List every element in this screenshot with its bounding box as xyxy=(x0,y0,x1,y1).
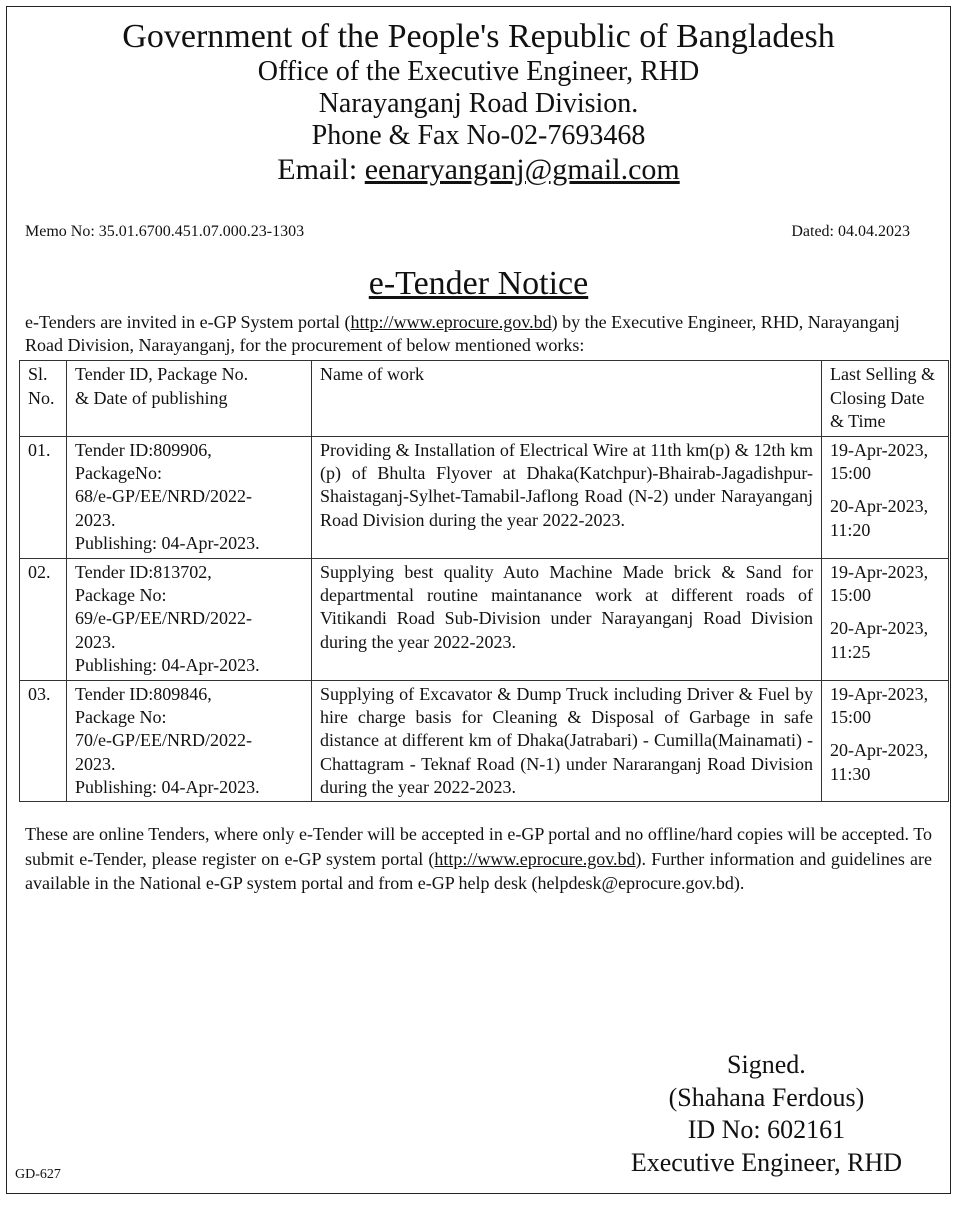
publishing-date: Publishing: 04-Apr-2023. xyxy=(75,777,260,798)
selling-time: 15:00 xyxy=(830,706,872,727)
header-work: Name of work xyxy=(312,361,822,436)
memo-number: Memo No: 35.01.6700.451.07.000.23-1303 xyxy=(25,223,305,241)
notice-title: e-Tender Notice xyxy=(368,265,589,303)
selling-time: 15:00 xyxy=(830,462,872,483)
header-sl: Sl. No. xyxy=(20,361,67,436)
row-tender-info xyxy=(67,680,312,802)
closing-date: 20-Apr-2023, xyxy=(830,496,929,517)
tender-notice-page xyxy=(6,6,951,1194)
package-label: PackageNo: xyxy=(75,462,162,483)
selling-date: 19-Apr-2023, xyxy=(830,683,929,704)
gd-code: GD-627 xyxy=(15,1167,61,1182)
package-number: 70/e-GP/EE/NRD/2022- xyxy=(75,730,252,751)
email-label: Email: xyxy=(277,152,365,186)
row-dates xyxy=(822,680,949,802)
footer-text-2: ). Further information and guidelines are available in the National e-GP system portal and from e-GP help desk (helpdesk@eprocure.gov.bd). xyxy=(25,848,933,894)
signatory-name: (Shahana Ferdous) xyxy=(668,1082,865,1112)
closing-time: 11:25 xyxy=(830,641,871,662)
government-title: Government of the People's Republic of Bangladesh xyxy=(122,18,835,55)
row-tender-info xyxy=(67,558,312,680)
table-header-row xyxy=(20,361,949,436)
publishing-date: Publishing: 04-Apr-2023. xyxy=(75,655,260,676)
package-year: 2023. xyxy=(75,753,116,774)
letterhead xyxy=(7,17,950,187)
selling-time: 15:00 xyxy=(830,584,872,605)
tender-table xyxy=(19,360,949,802)
signature-block xyxy=(631,1049,902,1179)
signatory-id: ID No: 602161 xyxy=(687,1115,846,1144)
row-dates xyxy=(822,436,949,558)
signed-label: Signed. xyxy=(727,1050,806,1079)
selling-date: 19-Apr-2023, xyxy=(830,439,929,460)
intro-text-1: e-Tenders are invited in e-GP System portal ( xyxy=(25,311,351,332)
tender-id: Tender ID:809906, xyxy=(75,439,212,460)
closing-time: 11:20 xyxy=(830,519,871,540)
package-number: 69/e-GP/EE/NRD/2022- xyxy=(75,608,252,629)
table-row xyxy=(20,436,949,558)
table-row xyxy=(20,680,949,802)
phone-fax: Phone & Fax No-02-7693468 xyxy=(311,120,646,152)
row-work: Supplying of Excavator & Dump Truck including Driver & Fuel by hire charge basis for Cleaning & Disposal of Garbage in safe distance at different km of Dhaka(Jatrabari) - Cumilla(Mainamati) - Chattagram - Teknaf Road (N-1) under Nararanganj Road Division during the year 2022-2023. xyxy=(312,680,822,802)
memo-date: Dated: 04.04.2023 xyxy=(791,223,910,241)
header-dates: Last Selling & Closing Date & Time xyxy=(822,361,949,436)
email-address[interactable]: eenaryanganj@gmail.com xyxy=(364,152,680,186)
header-tender-id: Tender ID, Package No. & Date of publishing xyxy=(67,361,312,436)
selling-date: 19-Apr-2023, xyxy=(830,561,929,582)
intro-paragraph xyxy=(7,311,950,359)
footer-text-1: These are online Tenders, where only e-Tender will be accepted in e-GP portal and no offline/hard copies will be accepted. To submit e-Tender, please register on e-GP system portal ( xyxy=(25,824,932,869)
table-row xyxy=(20,558,949,680)
row-dates xyxy=(822,558,949,680)
package-year: 2023. xyxy=(75,509,116,530)
package-label: Package No: xyxy=(75,706,167,727)
row-sl: 01. xyxy=(20,436,67,558)
row-sl: 02. xyxy=(20,558,67,680)
signatory-designation: Executive Engineer, RHD xyxy=(630,1147,902,1177)
row-work: Providing & Installation of Electrical Wire at 11th km(p) & 12th km (p) of Bhulta Flyover at Dhaka(Katchpur)-Bhairab-Jagadishpur-Shaistaganj-Sylhet-Tamabil-Jaflong Road (N-2) under Narayanganj Road Division during the year 2022-2023. xyxy=(312,436,822,558)
row-sl: 03. xyxy=(20,680,67,802)
closing-date: 20-Apr-2023, xyxy=(830,740,929,761)
row-tender-info xyxy=(67,436,312,558)
memo-row xyxy=(7,223,950,241)
footer-paragraph xyxy=(7,822,950,895)
row-work: Supplying best quality Auto Machine Made brick & Sand for departmental routine maintanance work at different roads of Vitikandi Road Sub-Division under Narayanganj Road Division during the year 2022-2023. xyxy=(312,558,822,680)
closing-time: 11:30 xyxy=(830,763,871,784)
office-name: Office of the Executive Engineer, RHD xyxy=(257,56,700,88)
division-name: Narayanganj Road Division. xyxy=(318,88,639,120)
package-label: Package No: xyxy=(75,584,167,605)
intro-text-2: ) by the Executive Engineer, RHD, Narayanganj Road Division, Narayanganj, for the procurement of below mentioned works: xyxy=(25,311,900,356)
tender-id: Tender ID:813702, xyxy=(75,561,212,582)
tender-id: Tender ID:809846, xyxy=(75,683,212,704)
package-year: 2023. xyxy=(75,631,116,652)
email-line xyxy=(7,153,950,188)
package-number: 68/e-GP/EE/NRD/2022- xyxy=(75,486,252,507)
footer-eprocure-link[interactable]: http://www.eprocure.gov.bd xyxy=(434,848,636,869)
closing-date: 20-Apr-2023, xyxy=(830,618,929,639)
publishing-date: Publishing: 04-Apr-2023. xyxy=(75,533,260,554)
eprocure-link[interactable]: http://www.eprocure.gov.bd xyxy=(350,311,552,332)
